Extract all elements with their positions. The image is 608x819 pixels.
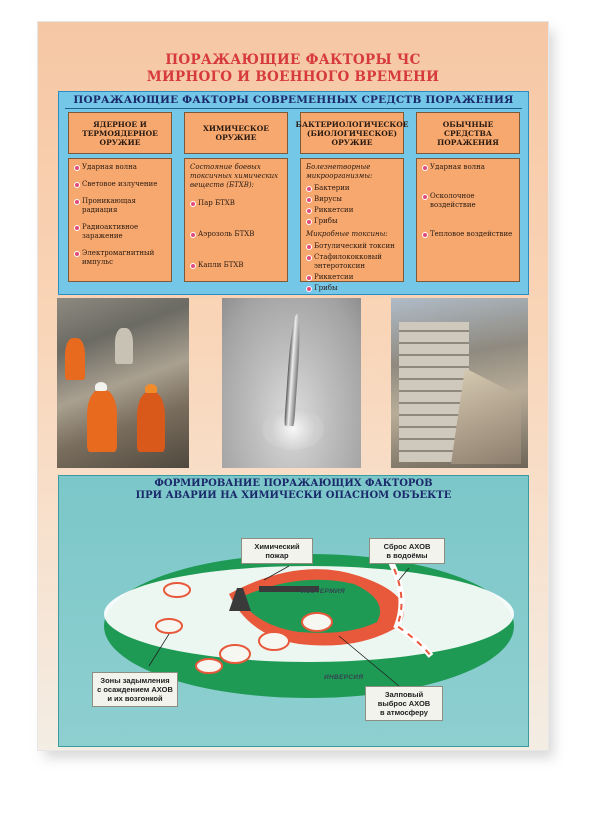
helmet	[95, 382, 107, 391]
column-title: ОБЫЧНЫЕ СРЕДСТВА ПОРАЖЕНИЯ	[416, 112, 520, 154]
worker-figure	[87, 390, 117, 452]
list-item: Проникающая радиация	[74, 197, 166, 215]
water-discharge-label	[369, 538, 445, 564]
list-item: Ударная волна	[422, 163, 514, 172]
column-nuclear	[68, 112, 172, 282]
list-item: Риккетсии	[306, 273, 398, 282]
collapsed-building-photo	[391, 298, 528, 468]
smoke-cloud-icon	[164, 583, 190, 597]
list-item: Тепловое воздействие	[422, 230, 514, 239]
column-subtitle: Микробные токсины:	[306, 230, 388, 238]
column-body	[416, 158, 520, 282]
list-item: Ботулический токсин	[306, 242, 398, 251]
chemical-fire-label	[241, 538, 313, 564]
poster-title-line-1: ПОРАЖАЮЩИЕ ФАКТОРЫ ЧС	[165, 52, 421, 68]
list-item: Стафилококковый энтеротоксин	[306, 253, 398, 271]
label-line: пожар	[265, 551, 289, 560]
factors-panel	[58, 91, 529, 295]
column-title: ЯДЕРНОЕ И ТЕРМОЯДЕРНОЕ ОРУЖИЕ	[68, 112, 172, 154]
poster-title	[38, 52, 548, 86]
accident-diagram-panel	[58, 475, 529, 747]
helmet	[145, 384, 157, 393]
label-line: в водоёмы	[386, 551, 428, 560]
column-body	[184, 158, 288, 282]
inversion-label: ИНВЕРСИЯ	[324, 674, 364, 681]
column-biological	[295, 112, 409, 292]
accident-title-line-1: ФОРМИРОВАНИЕ ПОРАЖАЮЩИХ ФАКТОРОВ	[154, 478, 433, 489]
label-line: Зоны задымления	[100, 676, 170, 685]
label-line: Сброс АХОВ	[383, 542, 431, 551]
accident-title-line-2: ПРИ АВАРИИ НА ХИМИЧЕСКИ ОПАСНОМ ОБЪЕКТЕ	[135, 490, 452, 501]
smoke-cloud-icon	[196, 659, 222, 673]
label-line: Химический	[254, 542, 300, 551]
smoke-cloud-icon	[156, 619, 182, 633]
column-body	[300, 158, 404, 292]
label-line: в атмосферу	[380, 708, 428, 717]
label-line: с осаждением АХОВ	[97, 685, 173, 694]
heading-divider	[65, 108, 522, 109]
column-subtitle: Болезнетворные микроорганизмы:	[306, 163, 373, 180]
release-cone-icon	[220, 645, 250, 663]
label-line: выброс АХОВ	[377, 699, 431, 708]
poster	[38, 22, 548, 750]
list-item: Электромагнитный импульс	[74, 249, 166, 267]
list-item: Риккетсии	[306, 206, 398, 215]
list-item: Грибы	[306, 284, 398, 293]
list-item: Аэрозоль БТХВ	[190, 230, 282, 239]
release-cone-icon	[259, 632, 289, 650]
worker-figure	[115, 328, 133, 364]
column-conventional	[416, 112, 520, 282]
smoke-zones-label	[92, 672, 178, 707]
list-item: Ударная волна	[74, 163, 166, 172]
isotherm-label: ИЗОТЕРМИЯ	[301, 588, 345, 595]
missile-launch-photo	[222, 298, 361, 468]
column-chemical	[184, 112, 288, 282]
list-item: Грибы	[306, 217, 398, 226]
column-title: ХИМИЧЕСКОЕ ОРУЖИЕ	[184, 112, 288, 154]
column-body	[68, 158, 172, 282]
list-item: Бактерии	[306, 184, 398, 193]
list-item: Осколочное воздействие	[422, 192, 514, 210]
list-item: Световое излучение	[74, 180, 166, 189]
label-line: Залповый	[384, 690, 424, 699]
rescue-workers-photo	[57, 298, 189, 468]
label-line: и их возгонкой	[107, 694, 163, 703]
list-item: Пар БТХВ	[190, 199, 282, 208]
list-item: Капли БТХВ	[190, 261, 282, 270]
poster-title-line-2: МИРНОГО И ВОЕННОГО ВРЕМЕНИ	[146, 69, 440, 85]
column-title: БАКТЕРИОЛОГИЧЕСКОЕ (БИОЛОГИЧЕСКОЕ) ОРУЖИЕ	[300, 112, 404, 154]
worker-figure	[137, 392, 165, 452]
list-item: Радиоактивное заражение	[74, 223, 166, 241]
burst-release-label	[365, 686, 443, 721]
column-subtitle: Состояние боевых токсичных химических веществ (БТХВ):	[190, 163, 279, 189]
worker-figure	[65, 338, 85, 380]
factors-heading: ПОРАЖАЮЩИЕ ФАКТОРЫ СОВРЕМЕННЫХ СРЕДСТВ ПОРАЖЕНИЯ	[73, 94, 514, 106]
list-item: Вирусы	[306, 195, 398, 204]
release-cone-icon	[302, 613, 332, 631]
